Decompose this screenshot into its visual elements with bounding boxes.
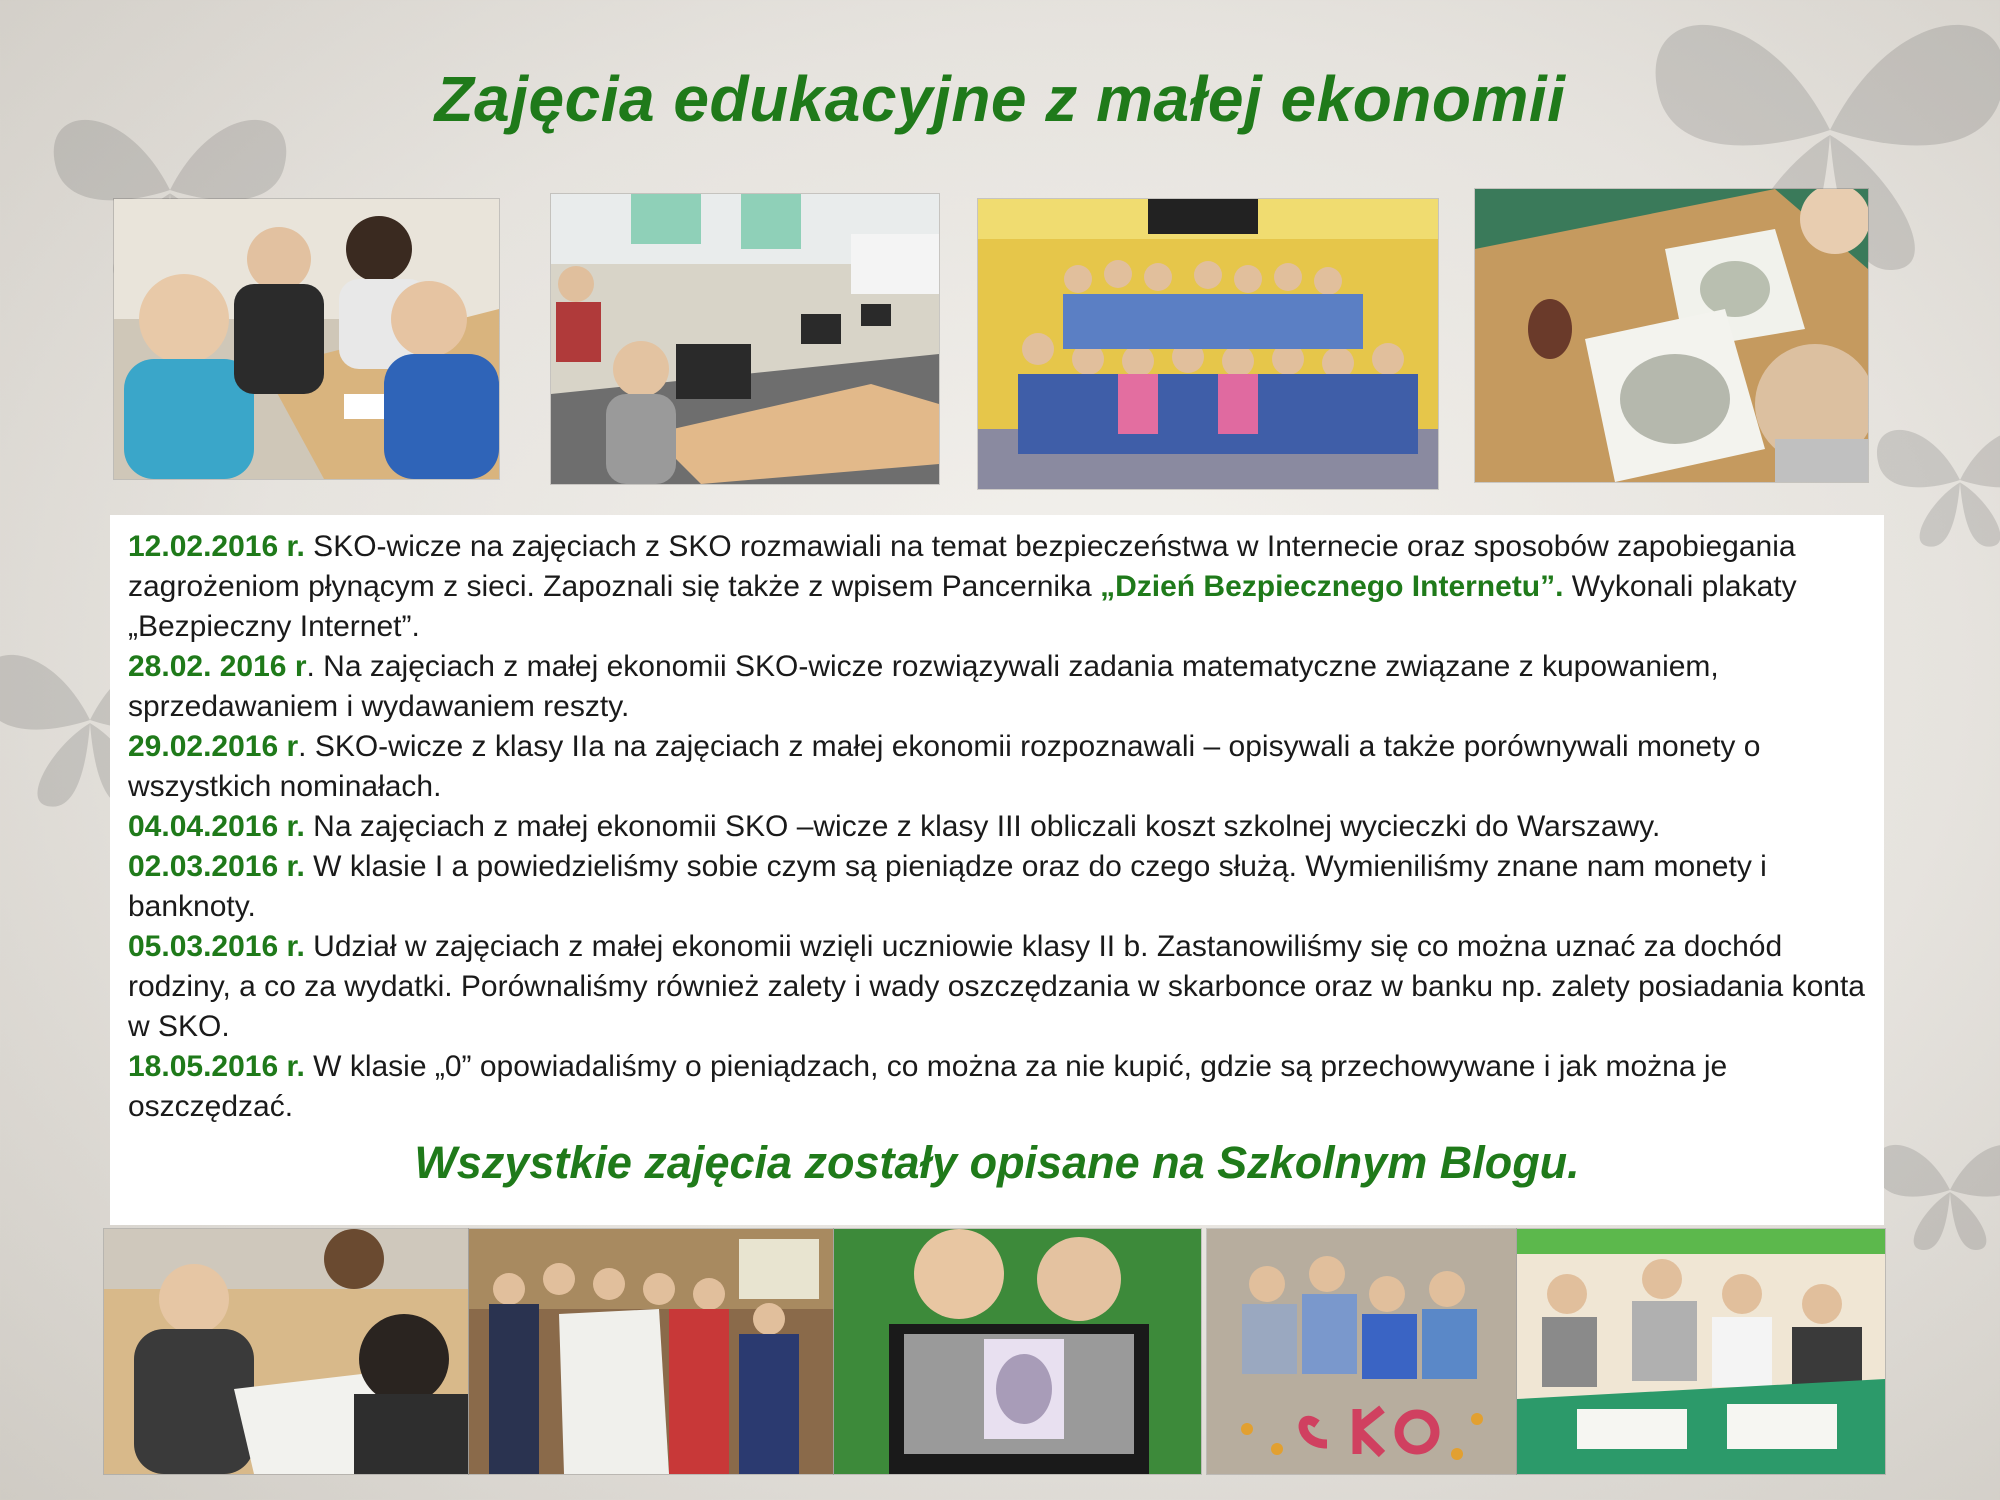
activity-entry [128,807,1866,847]
activity-list [128,527,1866,1127]
entry-text: . Na zajęciach z małej ekonomii SKO-wicze rozwiązywali zadania matematyczne związane z kupowaniem, sprzedawaniem i wydawaniem reszty. [128,650,1719,723]
activity-entry [128,927,1866,1047]
entry-date: 28.02. 2016 r [128,650,307,683]
photo-coin-drawing [1474,188,1869,483]
entry-text: W klasie I a powiedzieliśmy sobie czym są pieniądze oraz do czego służą. Wymieniliśmy znane nam monety i banknoty. [128,850,1767,923]
closing-statement: Wszystkie zajęcia zostały opisane na Szkolnym Blogu. [414,1137,1580,1188]
activities-text-panel [110,515,1884,1225]
entry-date: 12.02.2016 r. [128,530,305,563]
entry-date: 04.04.2016 r. [128,810,305,843]
activity-entry [128,647,1866,727]
activity-entry [128,527,1866,647]
photo-children-at-table [113,198,500,480]
entry-text: . SKO-wicze z klasy IIa na zajęciach z małej ekonomii rozpoznawali – opisywali a także porównywali monety o wszystkich nominałach. [128,730,1761,803]
entry-highlight: „Dzień Bezpiecznego Internetu”. [1100,570,1564,603]
entry-date: 05.03.2016 r. [128,930,305,963]
entry-text: W klasie „0” opowiadaliśmy o pieniądzach, co można za nie kupić, gdzie są przechowywane i jak można je oszczędzać. [128,1050,1728,1123]
photo-boys-laptop [833,1228,1202,1475]
page-title: Zajęcia edukacyjne z małej ekonomii [434,63,1566,135]
entry-date: 29.02.2016 r [128,730,299,763]
photo-group-kitchen [977,198,1439,490]
entry-date: 18.05.2016 r. [128,1050,305,1083]
entry-text: Na zajęciach z małej ekonomii SKO –wicze z klasy III obliczali koszt szkolnej wycieczki do Warszawy. [304,810,1661,843]
entry-text: SKO-wicze na zajęciach z SKO rozmawiali na temat bezpieczeństwa w Internecie oraz sposobów zapobiegania zagrożeniom płynącym z sieci. Zapoznali się także z wpisem Pancernika [128,530,1796,603]
activity-entry [128,727,1866,807]
entry-text: Udział w zajęciach z małej ekonomii wzięli uczniowie klasy II b. Zastanowiliśmy się co można uznać za dochód rodziny, a co za wydatki. Porównaliśmy również zalety i wady oszczędzania w skarbonce oraz w banku np. zalety posiadania konta w SKO. [128,930,1865,1043]
photo-sko-letters-floor [1206,1228,1517,1475]
photo-kids-green-table [1516,1228,1886,1475]
photo-computer-lab [550,193,940,485]
entry-date: 02.03.2016 r. [128,850,305,883]
photo-warsaw-poster [468,1228,834,1475]
photo-boy-writing [103,1228,469,1475]
activity-entry [128,1047,1866,1127]
entry-text: Wykonali plakaty „Bezpieczny Internet”. [128,570,1797,643]
activity-entry [128,847,1866,927]
